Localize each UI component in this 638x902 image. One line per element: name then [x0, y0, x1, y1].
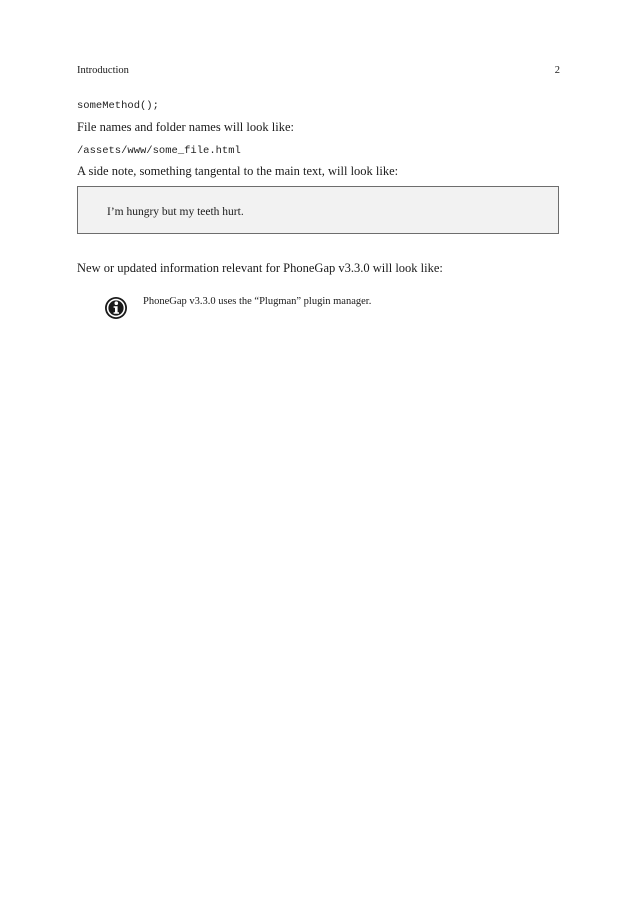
running-header-chapter: Introduction	[77, 65, 129, 76]
sidenote-text: I’m hungry but my teeth hurt.	[107, 206, 244, 218]
page-number: 2	[554, 65, 560, 76]
code-example-method: someMethod();	[77, 100, 159, 112]
sidenote-box	[77, 186, 559, 234]
sidenote-intro-paragraph: A side note, something tangental to the main text, will look like:	[77, 164, 399, 178]
filenames-intro-paragraph: File names and folder names will look like:	[77, 120, 294, 134]
info-callout-text: PhoneGap v3.3.0 uses the “Plugman” plugin manager.	[143, 296, 372, 307]
info-circle-icon	[104, 296, 128, 320]
updated-info-intro-paragraph: New or updated information relevant for PhoneGap v3.3.0 will look like:	[77, 261, 443, 275]
filename-example: /assets/www/some_file.html	[77, 145, 241, 157]
